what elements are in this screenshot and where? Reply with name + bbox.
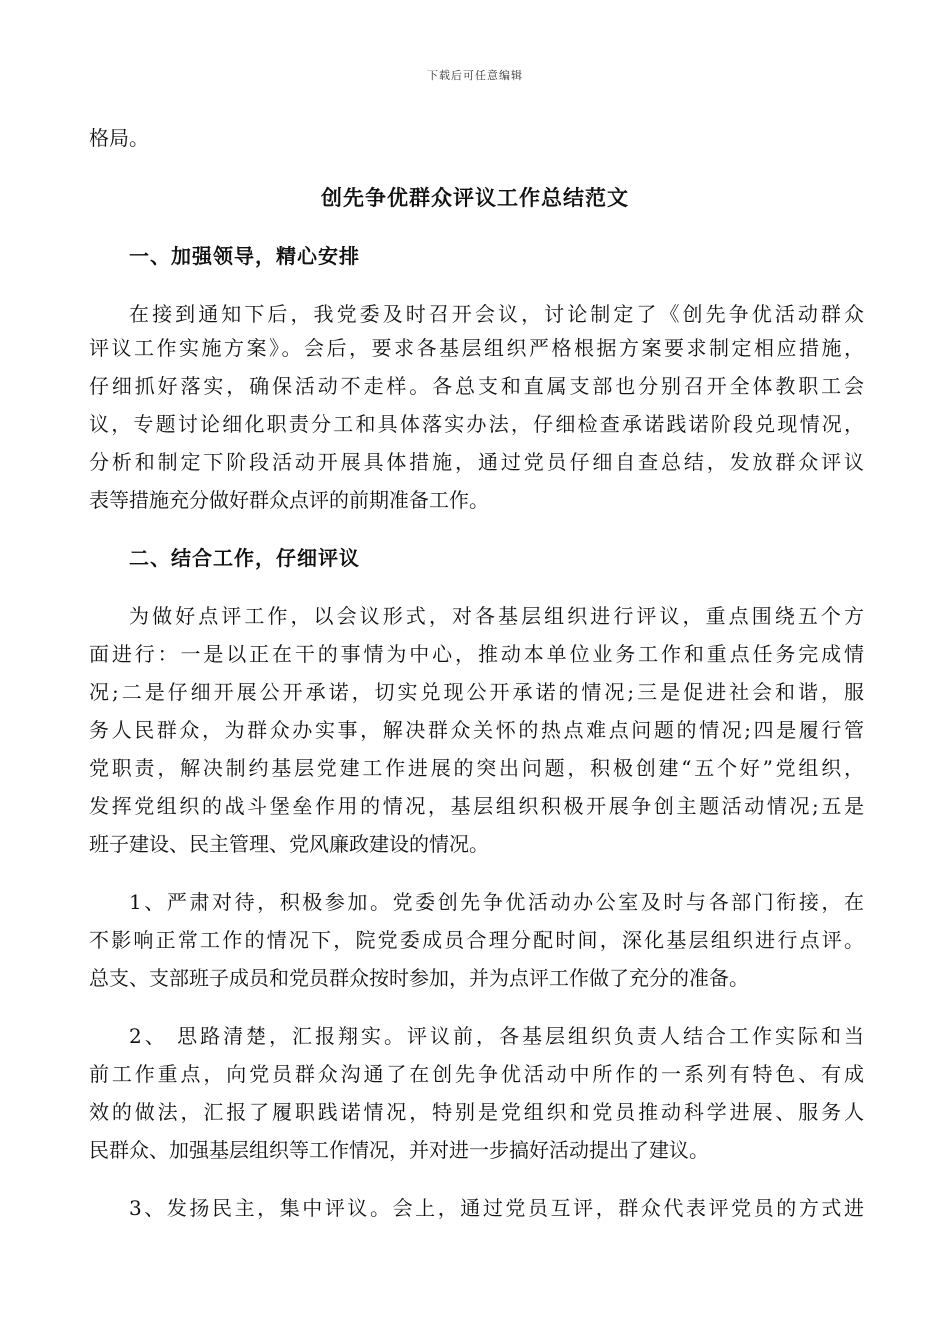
item1-line: 总支、支部班子成员和党员群众按时参加，并为点评工作做了充分的准备。 [89,966,749,990]
section1-line: 在接到通知下后，我党委及时召开会议，讨论制定了《创先争优活动群众 [129,302,864,326]
section-heading-1: 一、加强领导，精心安排 [129,244,360,268]
section1-line: 仔细抓好落实，确保活动不走样。各总支和直属支部也分别召开全体教职工会 [89,374,864,398]
section1-line: 分析和制定下阶段活动开展具体措施，通过党员仔细自查总结，发放群众评议 [89,450,864,474]
section2-line: 况;二是仔细开展公开承诺，切实兑现公开承诺的情况;三是促进社会和谐，服 [89,680,864,704]
header-note: 下载后可任意编辑 [427,69,523,82]
document-title: 创先争优群众评议工作总结范文 [321,185,629,210]
item3-line: 3、发扬民主，集中评议。会上，通过党员互评，群众代表评党员的方式进 [129,1196,864,1220]
section2-line: 面进行：一是以正在干的事情为中心，推动本单位业务工作和重点任务完成情 [89,642,864,666]
section2-line: 班子建设、民主管理、党风廉政建设的情况。 [89,832,489,856]
intro-line: 格局。 [89,126,149,150]
section1-line: 评议工作实施方案》。会后，要求各基层组织严格根据方案要求制定相应措施， [89,336,864,360]
item1-line: 1、严肃对待，积极参加。党委创先争优活动办公室及时与各部门衔接，在 [129,890,864,914]
item1-line: 不影响正常工作的情况下，院党委成员合理分配时间，深化基层组织进行点评。 [89,928,864,952]
section1-line: 表等措施充分做好群众点评的前期准备工作。 [89,488,489,512]
item2-line: 民群众、加强基层组织等工作情况，并对进一步搞好活动提出了建议。 [89,1138,709,1162]
section2-line: 党职责，解决制约基层党建工作进展的突出问题，积极创建“五个好”党组织， [89,756,864,780]
section1-line: 议，专题讨论细化职责分工和具体落实办法，仔细检查承诺践诺阶段兑现情况， [89,412,864,436]
section2-line: 发挥党组织的战斗堡垒作用的情况，基层组织积极开展争创主题活动情况;五是 [89,794,864,818]
section2-line: 为做好点评工作，以会议形式，对各基层组织进行评议，重点围绕五个方 [129,604,864,628]
item2-line: 前工作重点，向党员群众沟通了在创先争优活动中所作的一系列有特色、有成 [89,1062,864,1086]
item2-line: 2、 思路清楚，汇报翔实。评议前，各基层组织负责人结合工作实际和当 [129,1024,864,1048]
section2-line: 务人民群众，为群众办实事，解决群众关怀的热点难点问题的情况;四是履行管 [89,718,864,742]
section-heading-2: 二、结合工作，仔细评议 [129,546,360,570]
item2-line: 效的做法，汇报了履职践诺情况，特别是党组织和党员推动科学进展、服务人 [89,1100,864,1124]
